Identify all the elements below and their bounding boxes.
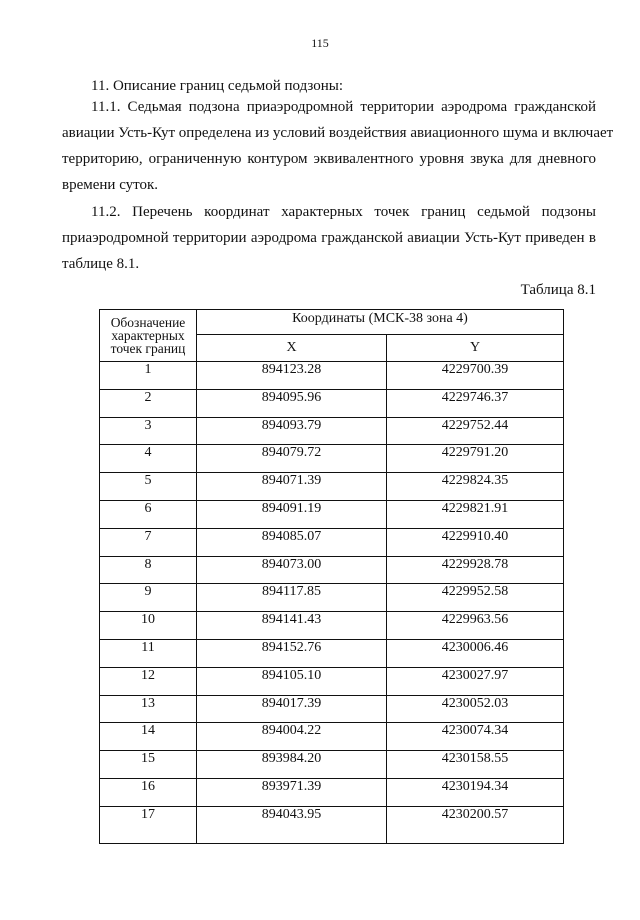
x-cell: 894152.76 <box>197 639 387 667</box>
point-cell: 12 <box>100 667 197 695</box>
point-cell: 15 <box>100 751 197 779</box>
point-cell: 13 <box>100 695 197 723</box>
x-cell: 894043.95 <box>197 806 387 843</box>
paragraph-line: авиации Усть-Кут определена из условий воздействия авиационного шума и включает <box>62 125 614 141</box>
x-cell: 894095.96 <box>197 389 387 417</box>
point-cell: 2 <box>100 389 197 417</box>
y-cell: 4229700.39 <box>387 362 564 390</box>
paragraph-line: 11.2. Перечень координат характерных точек границ седьмой подзоны <box>91 204 596 220</box>
x-cell: 893971.39 <box>197 778 387 806</box>
x-cell: 894079.72 <box>197 445 387 473</box>
y-cell: 4230200.57 <box>387 806 564 843</box>
table-row <box>100 723 564 751</box>
header-point-label <box>100 310 197 362</box>
table-row <box>100 778 564 806</box>
y-cell: 4229791.20 <box>387 445 564 473</box>
table-row <box>100 667 564 695</box>
point-cell: 7 <box>100 528 197 556</box>
table-row <box>100 556 564 584</box>
point-cell: 16 <box>100 778 197 806</box>
point-cell: 3 <box>100 417 197 445</box>
y-cell: 4229952.58 <box>387 584 564 612</box>
page-number: 115 <box>311 36 329 50</box>
header-coordinates: Координаты (МСК-38 зона 4) <box>197 310 564 335</box>
point-cell: 5 <box>100 473 197 501</box>
paragraph-line: 11.1. Седьмая подзона приаэродромной территории аэродрома гражданской <box>91 99 596 115</box>
table-row <box>100 695 564 723</box>
y-cell: 4230158.55 <box>387 751 564 779</box>
header-y: Y <box>387 335 564 362</box>
point-cell: 1 <box>100 362 197 390</box>
paragraph-line: территорию, ограниченную контуром эквивалентного уровня звука для дневного <box>62 151 596 167</box>
y-cell: 4230194.34 <box>387 778 564 806</box>
point-cell: 14 <box>100 723 197 751</box>
y-cell: 4230074.34 <box>387 723 564 751</box>
y-cell: 4229821.91 <box>387 500 564 528</box>
header-point-label-line: Обозначение <box>110 315 186 330</box>
y-cell: 4229746.37 <box>387 389 564 417</box>
table-row <box>100 473 564 501</box>
point-cell: 9 <box>100 584 197 612</box>
y-cell: 4229928.78 <box>387 556 564 584</box>
paragraph-11-1 <box>62 94 614 198</box>
x-cell: 894004.22 <box>197 723 387 751</box>
x-cell: 893984.20 <box>197 751 387 779</box>
x-cell: 894141.43 <box>197 612 387 640</box>
y-cell: 4229910.40 <box>387 528 564 556</box>
y-cell: 4230027.97 <box>387 667 564 695</box>
x-cell: 894093.79 <box>197 417 387 445</box>
y-cell: 4229752.44 <box>387 417 564 445</box>
point-cell: 6 <box>100 500 197 528</box>
point-cell: 10 <box>100 612 197 640</box>
paragraph-line: таблице 8.1. <box>62 256 140 272</box>
x-cell: 894071.39 <box>197 473 387 501</box>
point-cell: 17 <box>100 806 197 843</box>
table-row <box>100 417 564 445</box>
table-row <box>100 362 564 390</box>
x-cell: 894105.10 <box>197 667 387 695</box>
x-cell: 894085.07 <box>197 528 387 556</box>
table-row <box>100 500 564 528</box>
header-x: X <box>197 335 387 362</box>
table-row <box>100 584 564 612</box>
point-cell: 4 <box>100 445 197 473</box>
coordinates-table <box>99 309 564 844</box>
table-row <box>100 528 564 556</box>
x-cell: 894073.00 <box>197 556 387 584</box>
point-cell: 11 <box>100 639 197 667</box>
section-heading: 11. Описание границ седьмой подзоны: <box>91 78 343 94</box>
table-row <box>100 612 564 640</box>
x-cell: 894117.85 <box>197 584 387 612</box>
table-body <box>100 362 564 844</box>
paragraph-line: времени суток. <box>62 177 159 193</box>
table-caption: Таблица 8.1 <box>520 282 596 298</box>
x-cell: 894123.28 <box>197 362 387 390</box>
paragraph-11-2 <box>62 199 596 277</box>
x-cell: 894017.39 <box>197 695 387 723</box>
x-cell: 894091.19 <box>197 500 387 528</box>
point-cell: 8 <box>100 556 197 584</box>
y-cell: 4230052.03 <box>387 695 564 723</box>
paragraph-line: приаэродромной территории аэродрома гражданской авиации Усть-Кут приведен в <box>62 230 596 246</box>
table-row <box>100 806 564 843</box>
header-point-label-line: характерных <box>111 328 185 343</box>
table-row <box>100 389 564 417</box>
table-row <box>100 445 564 473</box>
table-row <box>100 639 564 667</box>
y-cell: 4229963.56 <box>387 612 564 640</box>
y-cell: 4230006.46 <box>387 639 564 667</box>
header-point-label-line: точек границ <box>110 341 186 356</box>
table-row <box>100 751 564 779</box>
y-cell: 4229824.35 <box>387 473 564 501</box>
